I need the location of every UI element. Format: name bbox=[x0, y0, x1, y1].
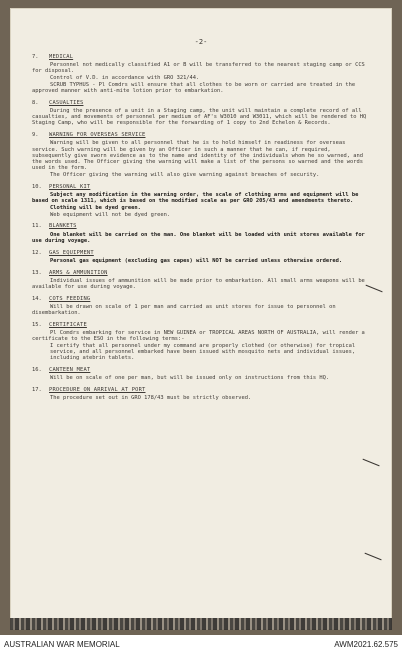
section bbox=[32, 132, 370, 178]
section-number: 12. bbox=[32, 249, 42, 256]
section-heading bbox=[32, 387, 370, 393]
handwritten-tick-mark bbox=[364, 553, 381, 561]
paragraph: SCRUB TYPHUS - Pl Comdrs will ensure that all clothes to be worn or carried are treated in the approved manner with anti-mite lotion prior to embarkation. bbox=[32, 81, 356, 95]
section-heading bbox=[32, 367, 370, 373]
paragraph: Control of V.D. in accordance with GRO 321/44. bbox=[50, 75, 200, 82]
section-heading bbox=[32, 54, 370, 60]
section-heading bbox=[32, 250, 370, 256]
section bbox=[32, 296, 370, 317]
page-number: -2- bbox=[194, 38, 208, 46]
section bbox=[32, 367, 370, 381]
paragraph: Clothing will be dyed green. bbox=[50, 204, 141, 211]
section-number: 14. bbox=[32, 295, 42, 302]
paragraph: I certify that all personnel under my command are properly clothed (or otherwise) for tropical service, and all personnel embarked have been issued with mosquito nets and individual issues, including atebrin tablets. bbox=[50, 343, 356, 362]
section-number: 11. bbox=[32, 223, 42, 230]
section-number: 16. bbox=[32, 367, 42, 374]
section-title: PERSONAL KIT bbox=[49, 183, 91, 190]
archive-reference: AWM2021.62.575 bbox=[334, 639, 398, 649]
paragraph: Personal gas equipment (excluding gas capes) will NOT be carried unless otherwise ordered. bbox=[50, 257, 343, 264]
section-heading bbox=[32, 100, 370, 106]
section-heading bbox=[32, 296, 370, 302]
paragraph: Will be on scale of one per man, but will be issued only on instructions from this HQ. bbox=[50, 375, 330, 382]
section bbox=[32, 270, 370, 291]
section bbox=[32, 250, 370, 264]
paragraph: Pl Comdrs embarking for service in NEW GUINEA or TROPICAL AREAS NORTH OF AUSTRALIA, will render a certificate to the ESO in the following terms:- bbox=[32, 330, 365, 343]
paragraph: One blanket will be carried on the man. One blanket will be loaded with unit stores available for use during voyage. bbox=[32, 231, 365, 244]
section-number: 17. bbox=[32, 387, 42, 394]
paragraph: The procedure set out in GRO 178/43 must be strictly observed. bbox=[50, 395, 252, 402]
archive-name: AUSTRALIAN WAR MEMORIAL bbox=[4, 639, 120, 649]
paragraph: Warning will be given to all personnel that he is to hold himself in readiness for overseas service. Such warning will be given by an Officer in such a manner that he can, if required, subsequently give sworn evidence as to the name and identity of the individuals whom he so warned, and the words used. The Officer giving the warning will make a list of the persons so warned and the words used in the form. bbox=[32, 140, 364, 172]
paragraph: Personnel not medically classified A1 or B will be transferred to the nearest staging camp or CCS for disposal. bbox=[32, 62, 365, 75]
section bbox=[32, 322, 370, 362]
section-title: COTS FEEDING bbox=[49, 295, 91, 302]
section-title: PROCEDURE ON ARRIVAL AT PORT bbox=[49, 387, 146, 394]
section-title: WARNING FOR OVERSEAS SERVICE bbox=[49, 132, 146, 139]
paragraph: Web equipment will not be dyed green. bbox=[50, 211, 171, 218]
section bbox=[32, 184, 370, 218]
section-heading bbox=[32, 184, 370, 190]
section-title: CASUALTIES bbox=[49, 99, 84, 106]
section-number: 8. bbox=[32, 99, 39, 106]
section-heading bbox=[32, 270, 370, 276]
section-heading bbox=[32, 132, 370, 138]
section bbox=[32, 100, 370, 127]
section-title: CANTEEN MEAT bbox=[49, 367, 91, 374]
section bbox=[32, 54, 370, 94]
section bbox=[32, 223, 370, 244]
section-number: 9. bbox=[32, 132, 39, 139]
section-number: 10. bbox=[32, 183, 42, 190]
section-title: CERTIFICATE bbox=[49, 321, 87, 328]
section-number: 7. bbox=[32, 54, 39, 60]
section-heading bbox=[32, 223, 370, 229]
section-title: BLANKETS bbox=[49, 223, 77, 230]
paragraph: During the presence of a unit in a Staging camp, the unit will maintain a complete record of all casualties, and movements of personnel per medium of AF's W3010 and W3011, which will be rendered to HQ Staging Camp, who will be responsible for the forwarding of 1 copy to 2nd Echelon & Records. bbox=[32, 108, 367, 127]
archive-footer bbox=[0, 635, 402, 653]
document-body bbox=[32, 54, 370, 407]
paragraph: Will be drawn on scale of 1 per man and carried as unit stores for issue to personnel on disembarkation. bbox=[32, 303, 336, 317]
document-page bbox=[10, 8, 392, 630]
section-heading bbox=[32, 322, 370, 328]
section-number: 13. bbox=[32, 269, 42, 276]
paragraph: The Officer giving the warning will also give warning against breaches of security. bbox=[50, 171, 320, 178]
section-title: MEDICAL bbox=[49, 54, 74, 60]
paragraph: Subject any modification in the warning order, the scale of clothing arms and equipment will be based on scale 1311, which is based on the modified scale as per GRO 205/43 and amendments thereto. bbox=[32, 191, 359, 205]
section-number: 15. bbox=[32, 321, 42, 328]
section-title: GAS EQUIPMENT bbox=[49, 249, 94, 256]
torn-page-edge bbox=[10, 618, 392, 630]
paragraph: Individual issues of ammunition will be made prior to embarkation. All small arms weapons will be available for use during voyage. bbox=[32, 277, 365, 290]
section-title: ARMS & AMMUNITION bbox=[49, 269, 108, 276]
section bbox=[32, 387, 370, 401]
handwritten-tick-mark bbox=[362, 459, 379, 467]
